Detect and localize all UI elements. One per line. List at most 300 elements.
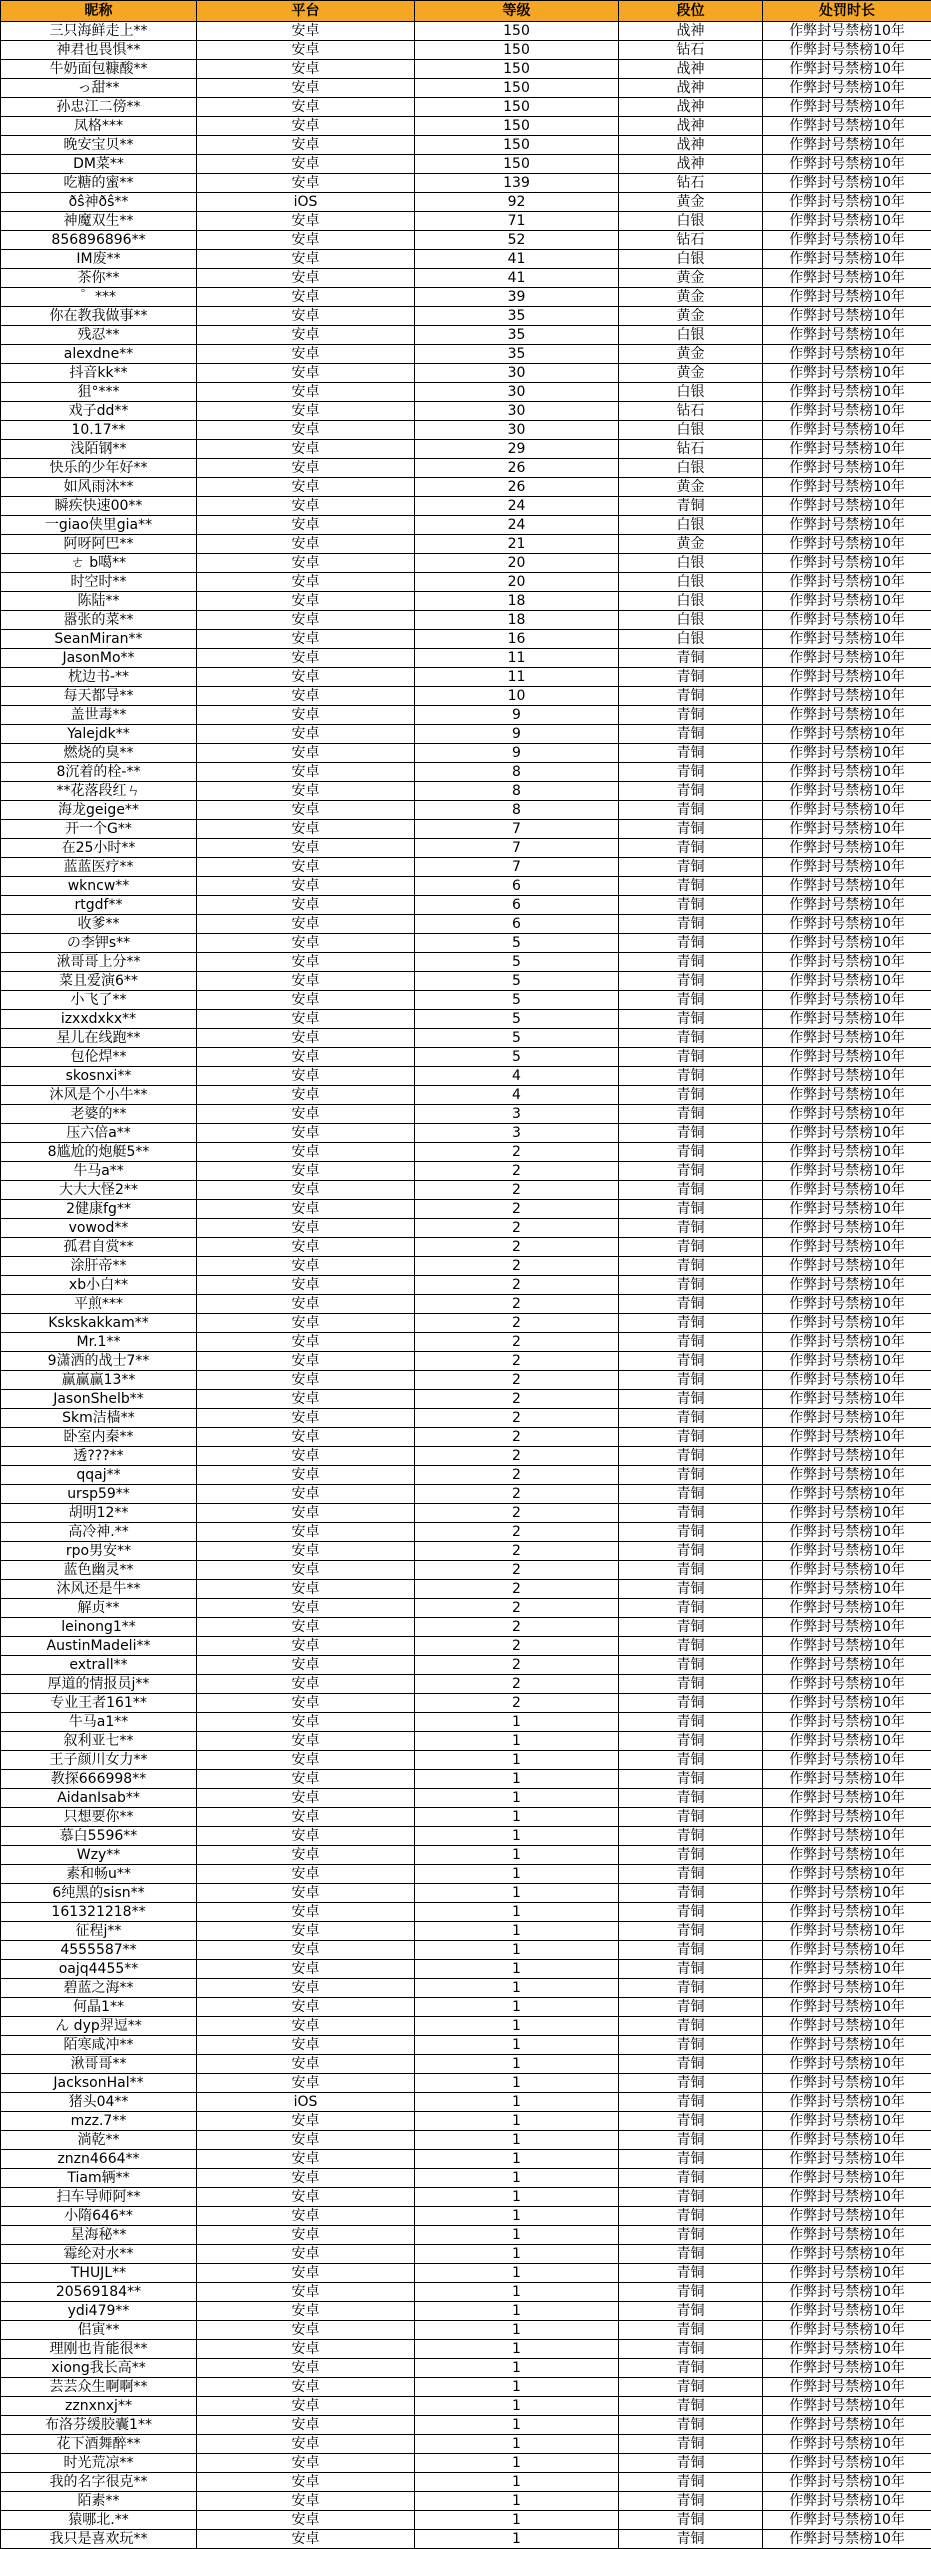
- cell-level: 2: [415, 1637, 619, 1656]
- cell-platform: 安卓: [197, 668, 415, 687]
- cell-penalty: 作弊封号禁榜10年: [763, 1903, 931, 1922]
- cell-rank: 青铜: [619, 497, 763, 516]
- table-row: [1, 1656, 931, 1675]
- cell-platform: 安卓: [197, 744, 415, 763]
- cell-nickname: 孤君自赏**: [1, 1238, 197, 1257]
- table-row: [1, 1523, 931, 1542]
- cell-platform: 安卓: [197, 1428, 415, 1447]
- cell-level: 2: [415, 1333, 619, 1352]
- cell-rank: 青铜: [619, 2226, 763, 2245]
- cell-platform: 安卓: [197, 573, 415, 592]
- cell-penalty: 作弊封号禁榜10年: [763, 934, 931, 953]
- cell-level: 5: [415, 972, 619, 991]
- cell-rank: 白银: [619, 630, 763, 649]
- table-row: [1, 2131, 931, 2150]
- cell-platform: 安卓: [197, 2302, 415, 2321]
- cell-penalty: 作弊封号禁榜10年: [763, 383, 931, 402]
- cell-nickname: 老婆的**: [1, 1105, 197, 1124]
- cell-platform: 安卓: [197, 877, 415, 896]
- cell-platform: 安卓: [197, 801, 415, 820]
- cell-platform: 安卓: [197, 2074, 415, 2093]
- cell-rank: 青铜: [619, 953, 763, 972]
- cell-penalty: 作弊封号禁榜10年: [763, 1086, 931, 1105]
- cell-platform: 安卓: [197, 326, 415, 345]
- table-row: [1, 1504, 931, 1523]
- table-row: [1, 554, 931, 573]
- cell-level: 1: [415, 1827, 619, 1846]
- cell-level: 2: [415, 1599, 619, 1618]
- cell-rank: 青铜: [619, 1409, 763, 1428]
- cell-nickname: ゜***: [1, 288, 197, 307]
- table-row: [1, 1428, 931, 1447]
- cell-rank: 青铜: [619, 687, 763, 706]
- cell-rank: 青铜: [619, 2416, 763, 2435]
- cell-level: 8: [415, 782, 619, 801]
- cell-level: 1: [415, 2226, 619, 2245]
- cell-rank: 青铜: [619, 2530, 763, 2549]
- cell-platform: 安卓: [197, 725, 415, 744]
- cell-rank: 战神: [619, 136, 763, 155]
- cell-platform: 安卓: [197, 22, 415, 41]
- cell-platform: 安卓: [197, 1067, 415, 1086]
- cell-rank: 青铜: [619, 820, 763, 839]
- cell-penalty: 作弊封号禁榜10年: [763, 440, 931, 459]
- cell-level: 2: [415, 1561, 619, 1580]
- cell-platform: 安卓: [197, 516, 415, 535]
- cell-rank: 青铜: [619, 1979, 763, 1998]
- cell-level: 26: [415, 459, 619, 478]
- cell-penalty: 作弊封号禁榜10年: [763, 2416, 931, 2435]
- cell-rank: 青铜: [619, 2055, 763, 2074]
- cell-rank: 青铜: [619, 1447, 763, 1466]
- cell-nickname: 收爹**: [1, 915, 197, 934]
- cell-penalty: 作弊封号禁榜10年: [763, 2245, 931, 2264]
- cell-nickname: Mr.1**: [1, 1333, 197, 1352]
- cell-rank: 青铜: [619, 877, 763, 896]
- cell-platform: 安卓: [197, 402, 415, 421]
- cell-penalty: 作弊封号禁榜10年: [763, 592, 931, 611]
- cell-nickname: 布洛芬缓胶囊1**: [1, 2416, 197, 2435]
- cell-platform: 安卓: [197, 1181, 415, 1200]
- cell-rank: 青铜: [619, 1656, 763, 1675]
- cell-rank: 青铜: [619, 991, 763, 1010]
- cell-rank: 战神: [619, 117, 763, 136]
- cell-rank: 青铜: [619, 1390, 763, 1409]
- cell-platform: 安卓: [197, 364, 415, 383]
- cell-rank: 青铜: [619, 2302, 763, 2321]
- cell-rank: 青铜: [619, 801, 763, 820]
- cell-platform: 安卓: [197, 1618, 415, 1637]
- cell-platform: 安卓: [197, 535, 415, 554]
- table-row: [1, 1675, 931, 1694]
- cell-platform: 安卓: [197, 611, 415, 630]
- table-row: [1, 877, 931, 896]
- cell-level: 4: [415, 1086, 619, 1105]
- cell-nickname: 蓝蓝医疗**: [1, 858, 197, 877]
- cell-level: 20: [415, 573, 619, 592]
- cell-penalty: 作弊封号禁榜10年: [763, 1770, 931, 1789]
- cell-platform: 安卓: [197, 1979, 415, 1998]
- cell-rank: 青铜: [619, 2112, 763, 2131]
- cell-level: 10: [415, 687, 619, 706]
- cell-level: 41: [415, 269, 619, 288]
- cell-level: 18: [415, 611, 619, 630]
- table-row: [1, 1960, 931, 1979]
- cell-rank: 青铜: [619, 1751, 763, 1770]
- table-header: [1, 1, 931, 22]
- table-row: [1, 763, 931, 782]
- cell-level: 1: [415, 2245, 619, 2264]
- cell-penalty: 作弊封号禁榜10年: [763, 1067, 931, 1086]
- cell-penalty: 作弊封号禁榜10年: [763, 1789, 931, 1808]
- cell-nickname: 花下酒舞醉**: [1, 2435, 197, 2454]
- cell-penalty: 作弊封号禁榜10年: [763, 250, 931, 269]
- table-row: [1, 2435, 931, 2454]
- cell-rank: 钻石: [619, 231, 763, 250]
- cell-penalty: 作弊封号禁榜10年: [763, 2454, 931, 2473]
- cell-platform: 安卓: [197, 231, 415, 250]
- cell-level: 1: [415, 1808, 619, 1827]
- cell-penalty: 作弊封号禁榜10年: [763, 326, 931, 345]
- table-row: [1, 383, 931, 402]
- cell-penalty: 作弊封号禁榜10年: [763, 725, 931, 744]
- cell-level: 1: [415, 2340, 619, 2359]
- cell-platform: 安卓: [197, 174, 415, 193]
- cell-nickname: 扫车导师阿**: [1, 2188, 197, 2207]
- cell-nickname: 856896896**: [1, 231, 197, 250]
- cell-penalty: 作弊封号禁榜10年: [763, 744, 931, 763]
- cell-platform: 安卓: [197, 1048, 415, 1067]
- cell-penalty: 作弊封号禁榜10年: [763, 2435, 931, 2454]
- cell-rank: 战神: [619, 79, 763, 98]
- cell-penalty: 作弊封号禁榜10年: [763, 1010, 931, 1029]
- header-row: [1, 1, 931, 22]
- cell-nickname: 侣寅**: [1, 2321, 197, 2340]
- cell-nickname: Tiam辆**: [1, 2169, 197, 2188]
- cell-penalty: 作弊封号禁榜10年: [763, 2264, 931, 2283]
- cell-rank: 青铜: [619, 1010, 763, 1029]
- cell-platform: 安卓: [197, 98, 415, 117]
- cell-nickname: 浅陌钢**: [1, 440, 197, 459]
- cell-rank: 黄金: [619, 478, 763, 497]
- cell-nickname: 沐风还是牛**: [1, 1580, 197, 1599]
- table-row: [1, 649, 931, 668]
- cell-penalty: 作弊封号禁榜10年: [763, 1998, 931, 2017]
- cell-level: 24: [415, 497, 619, 516]
- table-row: [1, 2473, 931, 2492]
- cell-rank: 黄金: [619, 364, 763, 383]
- cell-platform: 安卓: [197, 1105, 415, 1124]
- cell-nickname: wkncw**: [1, 877, 197, 896]
- cell-rank: 青铜: [619, 1808, 763, 1827]
- table-row: [1, 915, 931, 934]
- cell-level: 1: [415, 2055, 619, 2074]
- cell-level: 7: [415, 858, 619, 877]
- cell-level: 1: [415, 2264, 619, 2283]
- table-row: [1, 1865, 931, 1884]
- cell-platform: 安卓: [197, 1523, 415, 1542]
- cell-nickname: 抖音kk**: [1, 364, 197, 383]
- table-row: [1, 2017, 931, 2036]
- cell-penalty: 作弊封号禁榜10年: [763, 839, 931, 858]
- cell-level: 2: [415, 1580, 619, 1599]
- cell-penalty: 作弊封号禁榜10年: [763, 1295, 931, 1314]
- cell-penalty: 作弊封号禁榜10年: [763, 60, 931, 79]
- cell-platform: 安卓: [197, 1200, 415, 1219]
- cell-rank: 黄金: [619, 288, 763, 307]
- cell-penalty: 作弊封号禁榜10年: [763, 155, 931, 174]
- cell-rank: 青铜: [619, 2378, 763, 2397]
- cell-penalty: 作弊封号禁榜10年: [763, 1865, 931, 1884]
- cell-level: 1: [415, 1846, 619, 1865]
- cell-nickname: 征程j**: [1, 1922, 197, 1941]
- cell-penalty: 作弊封号禁榜10年: [763, 2530, 931, 2549]
- table-row: [1, 1295, 931, 1314]
- cell-level: 1: [415, 2492, 619, 2511]
- cell-level: 1: [415, 1960, 619, 1979]
- cell-nickname: IM废**: [1, 250, 197, 269]
- cell-platform: 安卓: [197, 1827, 415, 1846]
- table-row: [1, 1485, 931, 1504]
- cell-penalty: 作弊封号禁榜10年: [763, 1979, 931, 1998]
- cell-penalty: 作弊封号禁榜10年: [763, 1162, 931, 1181]
- cell-nickname: 你在教我做事**: [1, 307, 197, 326]
- cell-rank: 青铜: [619, 1618, 763, 1637]
- cell-penalty: 作弊封号禁榜10年: [763, 136, 931, 155]
- cell-nickname: 高冷神.**: [1, 1523, 197, 1542]
- table-row: [1, 1048, 931, 1067]
- table-row: [1, 1162, 931, 1181]
- table-row: [1, 1732, 931, 1751]
- cell-penalty: 作弊封号禁榜10年: [763, 763, 931, 782]
- cell-nickname: 小隋646**: [1, 2207, 197, 2226]
- cell-penalty: 作弊封号禁榜10年: [763, 2226, 931, 2245]
- cell-nickname: Kskskakkam**: [1, 1314, 197, 1333]
- table-row: [1, 2055, 931, 2074]
- cell-rank: 青铜: [619, 1048, 763, 1067]
- cell-platform: 安卓: [197, 2150, 415, 2169]
- cell-penalty: 作弊封号禁榜10年: [763, 1523, 931, 1542]
- table-row: [1, 801, 931, 820]
- table-row: [1, 1409, 931, 1428]
- cell-nickname: 陌寒咸冲**: [1, 2036, 197, 2055]
- cell-penalty: 作弊封号禁榜10年: [763, 1371, 931, 1390]
- cell-level: 26: [415, 478, 619, 497]
- cell-level: 2: [415, 1143, 619, 1162]
- cell-platform: 安卓: [197, 1504, 415, 1523]
- cell-penalty: 作弊封号禁榜10年: [763, 2302, 931, 2321]
- cell-rank: 青铜: [619, 2017, 763, 2036]
- cell-level: 52: [415, 231, 619, 250]
- cell-penalty: 作弊封号禁榜10年: [763, 459, 931, 478]
- cell-penalty: 作弊封号禁榜10年: [763, 1751, 931, 1770]
- cell-nickname: 牛马a**: [1, 1162, 197, 1181]
- cell-level: 1: [415, 2511, 619, 2530]
- cell-level: 5: [415, 934, 619, 953]
- cell-level: 71: [415, 212, 619, 231]
- cell-level: 9: [415, 706, 619, 725]
- cell-penalty: 作弊封号禁榜10年: [763, 896, 931, 915]
- table-row: [1, 2112, 931, 2131]
- cell-level: 2: [415, 1219, 619, 1238]
- cell-rank: 青铜: [619, 1314, 763, 1333]
- table-row: [1, 972, 931, 991]
- cell-level: 2: [415, 1276, 619, 1295]
- cell-rank: 青铜: [619, 2321, 763, 2340]
- cell-level: 1: [415, 2530, 619, 2549]
- cell-rank: 青铜: [619, 2093, 763, 2112]
- cell-nickname: alexdne**: [1, 345, 197, 364]
- cell-nickname: ðŝ神ðŝ**: [1, 193, 197, 212]
- cell-level: 1: [415, 1713, 619, 1732]
- cell-penalty: 作弊封号禁榜10年: [763, 288, 931, 307]
- table-row: [1, 839, 931, 858]
- cell-nickname: 三只海鲜走上**: [1, 22, 197, 41]
- cell-nickname: Wzy**: [1, 1846, 197, 1865]
- cell-nickname: 猪头04**: [1, 2093, 197, 2112]
- cell-platform: 安卓: [197, 2207, 415, 2226]
- cell-platform: 安卓: [197, 2169, 415, 2188]
- cell-nickname: 淌乾**: [1, 2131, 197, 2150]
- table-row: [1, 1979, 931, 1998]
- cell-level: 1: [415, 2169, 619, 2188]
- cell-nickname: THUJL**: [1, 2264, 197, 2283]
- cell-platform: 安卓: [197, 155, 415, 174]
- cell-penalty: 作弊封号禁榜10年: [763, 421, 931, 440]
- cell-rank: 青铜: [619, 972, 763, 991]
- cell-rank: 黄金: [619, 345, 763, 364]
- cell-platform: 安卓: [197, 1903, 415, 1922]
- cell-penalty: 作弊封号禁榜10年: [763, 858, 931, 877]
- cell-penalty: 作弊封号禁榜10年: [763, 1048, 931, 1067]
- cell-nickname: の李钾s**: [1, 934, 197, 953]
- cell-level: 150: [415, 41, 619, 60]
- table-row: [1, 1371, 931, 1390]
- table-row: [1, 1599, 931, 1618]
- cell-nickname: 赢赢赢13**: [1, 1371, 197, 1390]
- cell-nickname: 牛奶面包糠酸**: [1, 60, 197, 79]
- cell-platform: 安卓: [197, 1086, 415, 1105]
- cell-platform: 安卓: [197, 1352, 415, 1371]
- cell-level: 2: [415, 1694, 619, 1713]
- cell-level: 20: [415, 554, 619, 573]
- cell-nickname: 一giao侠里gia**: [1, 516, 197, 535]
- cell-nickname: 燃烧的臭**: [1, 744, 197, 763]
- table-row: [1, 1770, 931, 1789]
- table-row: [1, 1713, 931, 1732]
- cell-nickname: znzn4664**: [1, 2150, 197, 2169]
- cell-platform: 安卓: [197, 1922, 415, 1941]
- cell-penalty: 作弊封号禁榜10年: [763, 1827, 931, 1846]
- cell-level: 18: [415, 592, 619, 611]
- cell-level: 24: [415, 516, 619, 535]
- cell-level: 2: [415, 1542, 619, 1561]
- table-row: [1, 269, 931, 288]
- cell-penalty: 作弊封号禁榜10年: [763, 2283, 931, 2302]
- table-row: [1, 22, 931, 41]
- cell-penalty: 作弊封号禁榜10年: [763, 1352, 931, 1371]
- cell-level: 1: [415, 2359, 619, 2378]
- cell-penalty: 作弊封号禁榜10年: [763, 1713, 931, 1732]
- cell-nickname: izxxdxkx**: [1, 1010, 197, 1029]
- cell-nickname: 芸芸众生啊啊**: [1, 2378, 197, 2397]
- cell-level: 21: [415, 535, 619, 554]
- cell-nickname: 王子颜川女力**: [1, 1751, 197, 1770]
- cell-level: 6: [415, 915, 619, 934]
- table-row: [1, 2283, 931, 2302]
- cell-platform: 安卓: [197, 1314, 415, 1333]
- cell-rank: 战神: [619, 98, 763, 117]
- cell-nickname: 霉纶对水**: [1, 2245, 197, 2264]
- cell-rank: 青铜: [619, 1219, 763, 1238]
- cell-platform: 安卓: [197, 2435, 415, 2454]
- cell-platform: 安卓: [197, 2397, 415, 2416]
- cell-rank: 青铜: [619, 1884, 763, 1903]
- cell-level: 35: [415, 326, 619, 345]
- cell-penalty: 作弊封号禁榜10年: [763, 1504, 931, 1523]
- table-row: [1, 1903, 931, 1922]
- cell-penalty: 作弊封号禁榜10年: [763, 2321, 931, 2340]
- cell-nickname: 卧室内秦**: [1, 1428, 197, 1447]
- cell-nickname: 包伦焊**: [1, 1048, 197, 1067]
- table-row: [1, 326, 931, 345]
- cell-nickname: rpo男安**: [1, 1542, 197, 1561]
- cell-rank: 青铜: [619, 1922, 763, 1941]
- table-row: [1, 516, 931, 535]
- cell-platform: 安卓: [197, 1580, 415, 1599]
- cell-level: 5: [415, 1029, 619, 1048]
- cell-platform: 安卓: [197, 1884, 415, 1903]
- cell-nickname: 菜且爱演6**: [1, 972, 197, 991]
- cell-penalty: 作弊封号禁榜10年: [763, 1143, 931, 1162]
- cell-level: 1: [415, 1751, 619, 1770]
- cell-rank: 白银: [619, 326, 763, 345]
- cell-nickname: 神魔双生**: [1, 212, 197, 231]
- cell-platform: 安卓: [197, 1941, 415, 1960]
- cell-level: 150: [415, 22, 619, 41]
- cell-nickname: 161321218**: [1, 1903, 197, 1922]
- cell-penalty: 作弊封号禁榜10年: [763, 2188, 931, 2207]
- cell-nickname: 我的名字很克**: [1, 2473, 197, 2492]
- cell-nickname: 嚣张的菜**: [1, 611, 197, 630]
- cell-nickname: 专业王者161**: [1, 1694, 197, 1713]
- cell-penalty: 作弊封号禁榜10年: [763, 497, 931, 516]
- cell-level: 2: [415, 1447, 619, 1466]
- table-row: [1, 2150, 931, 2169]
- cell-rank: 青铜: [619, 1124, 763, 1143]
- header-nickname: 昵称: [1, 1, 197, 22]
- cell-level: 139: [415, 174, 619, 193]
- table-row: [1, 2416, 931, 2435]
- cell-nickname: 时空时**: [1, 573, 197, 592]
- cell-nickname: **花落段红ㄣ: [1, 782, 197, 801]
- cell-platform: 安卓: [197, 2454, 415, 2473]
- cell-platform: 安卓: [197, 117, 415, 136]
- cell-penalty: 作弊封号禁榜10年: [763, 1808, 931, 1827]
- table-row: [1, 1561, 931, 1580]
- cell-platform: 安卓: [197, 1390, 415, 1409]
- cell-platform: 安卓: [197, 307, 415, 326]
- table-row: [1, 1276, 931, 1295]
- cell-platform: 安卓: [197, 288, 415, 307]
- table-row: [1, 402, 931, 421]
- cell-level: 2: [415, 1485, 619, 1504]
- cell-rank: 青铜: [619, 1333, 763, 1352]
- cell-rank: 青铜: [619, 1105, 763, 1124]
- cell-nickname: 压六倍a**: [1, 1124, 197, 1143]
- cell-rank: 青铜: [619, 2131, 763, 2150]
- cell-nickname: JacksonHal**: [1, 2074, 197, 2093]
